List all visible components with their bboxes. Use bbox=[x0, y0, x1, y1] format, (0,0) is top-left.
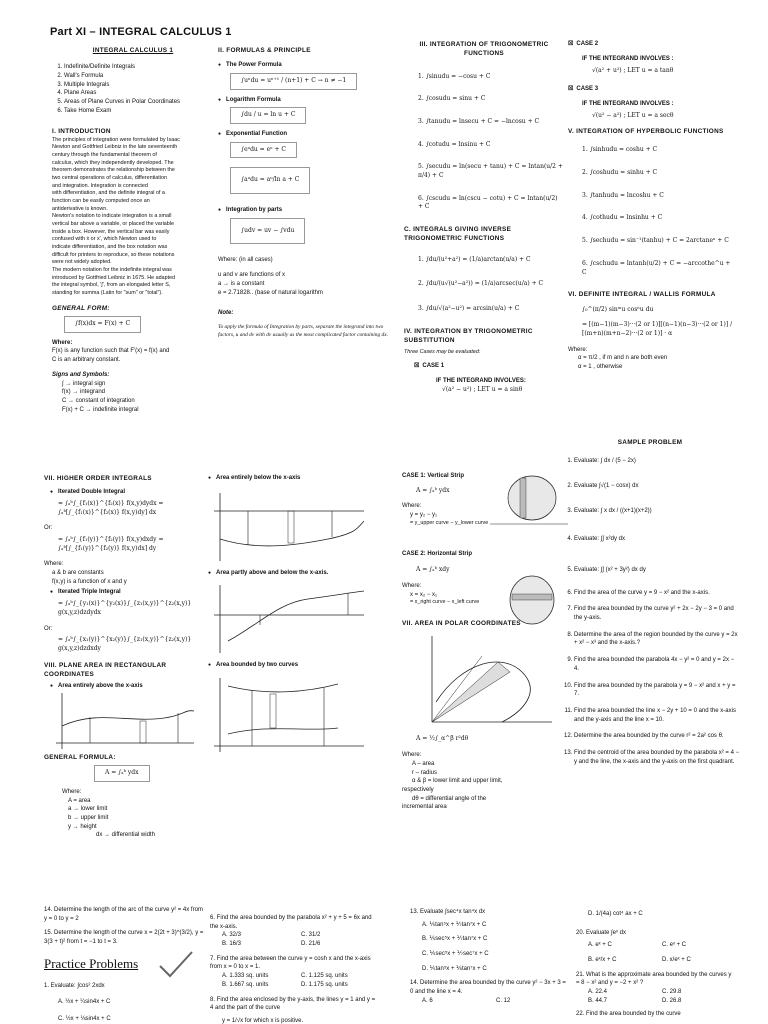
problem-13-choices bbox=[410, 921, 570, 974]
problem-13: 13. Evaluate ∫sec⁴x tan⁴x dx bbox=[410, 909, 486, 915]
choice: D. ⅕tan⁵x + ⅙tan⁷x + C bbox=[422, 965, 487, 972]
choice: B. eˣ/x + C bbox=[588, 957, 617, 964]
polar-formula: A = ½∫_α^β r²dθ bbox=[416, 735, 469, 743]
exp-formula-2: ∫aᵘdu = aᵘ/ln a + C bbox=[230, 167, 310, 194]
intro-line: Newton and Gottfried Leibniz in the late seventeenth bbox=[52, 144, 178, 151]
formula-text: ∫sinhudu = coshu + C bbox=[589, 146, 658, 154]
sample-problem: 12. Determine the area bounded by the curve r² = 2a² cos θ. bbox=[574, 732, 740, 741]
intro-line: antiderivative is known. bbox=[52, 205, 108, 212]
or-label: Or: bbox=[44, 625, 53, 632]
problem-7: 7. Find the area between the curve y = cosh x and the x-axis from x = 0 to x = 1. bbox=[210, 955, 371, 971]
problem-22: 22. Find the area bounded by the curve bbox=[576, 1010, 681, 1017]
hyp-formula: 2. ∫coshudu = sinhu + C bbox=[582, 169, 658, 177]
toc-item: 4. Plane Areas bbox=[64, 89, 214, 98]
where-heading: Where: bbox=[62, 788, 82, 795]
problem-6: 6. Find the area bounded by the parabola x² + y + 5 = 6x and the x-axis. bbox=[210, 915, 372, 930]
p2-col3 bbox=[402, 472, 570, 812]
toc-list bbox=[52, 63, 214, 115]
trig-heading: III. INTEGRATION OF TRIGONOMETRIC FUNCTIONS bbox=[419, 41, 549, 58]
toc-item: 3. Multiple Integrals bbox=[64, 81, 214, 90]
sample-problem: 1. Evaluate: ∫ dx / (5 − 2x) bbox=[574, 457, 740, 466]
formula-text: ∫tanudu = lnsecu + C = −lncosu + C bbox=[425, 117, 540, 125]
p3-col2 bbox=[210, 914, 380, 1024]
where-line: α = 1 , otherwise bbox=[578, 363, 623, 370]
triple-integral-2: = ∫ₐᵇ∫_{x₁(y)}^{x₂(y)}∫_{z₁(x,y)}^{z₂(x,y)} g(x,y,z)dzdxdy bbox=[58, 636, 192, 652]
above-axis-heading: ● Area entirely above the x-axis bbox=[50, 682, 210, 691]
inv-formula: 1. ∫du/(u²+a²) = (1/a)arctan(u/a) + C bbox=[418, 255, 531, 263]
where-heading: Where: bbox=[44, 561, 64, 568]
intro-text bbox=[52, 137, 214, 298]
p1c1-heading: INTEGRAL CALCULUS 1 bbox=[92, 47, 174, 54]
signs-list bbox=[52, 380, 214, 415]
case2-heading: CASE 2: Horizontal Strip bbox=[402, 550, 473, 557]
choice: C. eˣ + C bbox=[662, 942, 687, 949]
inv-formula: 3. ∫du/√(a²−u²) = arcsin(u/a) + C bbox=[418, 305, 520, 312]
note-heading: Note: bbox=[218, 310, 234, 317]
where-line: u and v are functions of x bbox=[218, 272, 286, 279]
toc-item: 5. Areas of Plane Curves in Polar Coordinates bbox=[64, 98, 214, 107]
signs-heading: Signs and Symbols: bbox=[52, 371, 110, 378]
intro-line: confused with ẋ or x', which Newton used to bbox=[52, 236, 157, 243]
sample-problem: 2. Evaluate ∫√(1 − cosx) dx bbox=[574, 482, 740, 491]
where-heading: Where: bbox=[568, 346, 588, 353]
where-line: x = x₂ − x₁ bbox=[410, 591, 438, 598]
p2-col2 bbox=[208, 474, 376, 754]
problem-20-choices bbox=[576, 941, 736, 964]
document-title: Part XI – INTEGRAL CALCULUS 1 bbox=[50, 26, 232, 38]
problem-14: 14. Determine the length of the arc of the curve y² = 4x from y = 0 to y = 2 bbox=[44, 907, 203, 922]
hyp-formula: 3. ∫tanhudu = lncoshu + C bbox=[582, 191, 664, 199]
problem-21: 21. What is the approximate area bounded by the curves y = 8 − x² and y = −2 + x² ? bbox=[576, 971, 732, 987]
choice: B. 16/3 bbox=[222, 941, 242, 948]
choice: C. 1.125 sq. units bbox=[301, 973, 348, 980]
sample-problem: 8. Determine the area of the region bounded by the curve y = 2x + x² − x³ and the x-axis.? bbox=[574, 631, 740, 648]
problem-14b-choices bbox=[410, 997, 570, 1006]
where-line: respectively bbox=[402, 786, 434, 793]
double-integral-1: = ∫ₐᵇ∫_{f₁(x)}^{f₂(x)} f(x,y)dydx = ∫ₐᵇ[∫_{f₁(x)}^{f₂(x)} f(x,y)dy] dx bbox=[58, 499, 164, 516]
log-formula: ∫du / u = ln u + C bbox=[230, 107, 306, 124]
choice: A. 32/3 bbox=[222, 932, 242, 939]
polar-diagram bbox=[402, 632, 562, 732]
choice: C. ⅕sec⁵x + ⅐sec⁷x + C bbox=[422, 951, 489, 958]
problem-6-choices bbox=[210, 931, 380, 948]
where-heading: Where: (in all cases) bbox=[218, 257, 273, 264]
sample-problem: 3. Evaluate: ∫ x dx / ((x+1)(x+2)) bbox=[574, 507, 740, 516]
general-form-formula: ∫f(x)dx = F(x) + C bbox=[64, 316, 141, 333]
intro-line: The principles of integration were formulated by Isaac bbox=[52, 136, 180, 143]
vertical-strip-diagram bbox=[480, 466, 570, 526]
above-axis-diagram bbox=[44, 691, 204, 753]
intro-line: standing for summa (Latin for "sum" or "total"). bbox=[52, 290, 163, 297]
formula-text: ∫du/√(a²−u²) = arcsin(u/a) + C bbox=[425, 305, 520, 312]
choice: D. 1.175 sq. units bbox=[301, 981, 348, 988]
hyp-formula: 4. ∫cothudu = lnsinhu + C bbox=[582, 214, 663, 222]
problem-15: 15. Determine the length of the curve x = 2(2t + 3)^(3/2), y = 3(3 + t)² from t = −1 to t = 3. bbox=[44, 930, 204, 946]
choice: B. 44.7 bbox=[588, 997, 608, 1004]
intro-line: century through the fundamental theorem of bbox=[52, 152, 157, 159]
sample-problem: 6. Find the area of the curve y = 9 − x² and the x-axis. bbox=[574, 589, 740, 598]
formula-text: ∫sechudu = sin⁻¹(tanhu) + C = 2arctaneᵘ + C bbox=[589, 237, 729, 245]
problem-8: 8. Find the area enclosed by the y-axis, the lines y = 1 and y = 4 and the part of the curve bbox=[210, 996, 376, 1012]
p1-col2 bbox=[218, 46, 388, 340]
plane-area-heading: VIII. PLANE AREA IN RECTANGULAR COORDINATES bbox=[44, 661, 167, 678]
formula-text: ∫cscudu = ln(cscu − cotu) + C = lntan(u/2) + C bbox=[418, 194, 558, 211]
case1-text: IF THE INTEGRAND INVOLVES: bbox=[436, 377, 526, 384]
double-integral-heading: ● Iterated Double Integral bbox=[50, 488, 210, 497]
choice: A. 6 bbox=[422, 997, 433, 1004]
intro-line: vertical bar above a variable, or placed the variable bbox=[52, 221, 174, 228]
triple-integral-1: = ∫ₐᵇ∫_{y₁(x)}^{y₂(x)}∫_{z₁(x,y)}^{z₂(x,y)} g(x,y,z)dzdydx bbox=[58, 600, 192, 616]
toc-item: 6. Take Home Exam bbox=[64, 107, 214, 116]
where-list bbox=[44, 788, 210, 840]
case2-formula: √(a² + u²) ; LET u = a tanθ bbox=[592, 67, 674, 75]
below-axis-heading: ● Area entirely below the x-axis bbox=[208, 474, 376, 483]
intro-line: two central operations of calculus, differentiation bbox=[52, 175, 167, 182]
where-line: incremental area bbox=[402, 804, 447, 811]
where-line: a & b are constants bbox=[52, 570, 104, 577]
sample-problem: 10. Find the area bounded by the parabola y = 9 − x² and x + y = 7. bbox=[574, 682, 740, 699]
p1-col1 bbox=[52, 46, 214, 414]
case3-label: ☒ CASE 3 bbox=[568, 85, 733, 94]
intro-line: with differentiation, and the definite integral of a bbox=[52, 190, 165, 197]
wallis-heading: VI. DEFINITE INTEGRAL / WALLIS FORMULA bbox=[568, 291, 716, 299]
problem-8-b: y = 1/√x for which x is positive. bbox=[222, 1017, 304, 1024]
trig-formula: 4. ∫cotudu = lnsinu + C bbox=[418, 140, 491, 148]
choice-c: C. ½x + ⅛sin4x + C bbox=[58, 1015, 111, 1022]
choice: A. 1.333 sq. units bbox=[222, 973, 269, 980]
case1-label: ☒ CASE 1 bbox=[414, 362, 564, 371]
intro-line: introduced by Gottfried Leibniz in 1675. He adapted bbox=[52, 274, 176, 281]
inverse-trig-heading: C. INTEGRALS GIVING INVERSE TRIGONOMETRIC FUNCTIONS bbox=[404, 226, 512, 243]
intro-line: inside a box. However, the vertical bar was easily bbox=[52, 228, 170, 235]
formula-text: ∫secudu = ln(secu + tanu) + C = lntan(u/2 + π/4) + C bbox=[418, 163, 563, 179]
hyperbolic-heading: V. INTEGRATION OF HYPERBOLIC FUNCTIONS bbox=[568, 128, 724, 136]
choice-a: A. ½x + ¼sin4x + C bbox=[58, 999, 111, 1006]
intro-line: and integration. Integration is connected bbox=[52, 182, 148, 189]
parts-heading: ● Integration by parts bbox=[218, 206, 388, 215]
intro-line: The modern notation for the indefinite integral was bbox=[52, 267, 172, 274]
case1-formula: √(a² − u²) ; LET u = a sinθ bbox=[442, 386, 523, 394]
choice: C. 29.8 bbox=[662, 989, 682, 996]
exp-formula-1: ∫eᵘdu = eᵘ + C bbox=[230, 142, 297, 159]
where-line: C is an arbitrary constant. bbox=[52, 357, 121, 364]
choice: A. ⅕tan⁵x + ⅐tan⁷x + C bbox=[422, 921, 487, 928]
where-line: = x_right curve − x_left curve bbox=[410, 599, 480, 606]
where-line: a → is a constant bbox=[218, 280, 265, 287]
sample-problem: 9. Find the area bounded the parabola 4x − y² = 0 and y = 2x − 4. bbox=[574, 656, 740, 673]
formula-text: ∫cosudu = sinu + C bbox=[425, 95, 486, 103]
general-form-heading: GENERAL FORM: bbox=[52, 304, 110, 312]
triple-integral-heading: ● Iterated Triple Integral bbox=[50, 588, 210, 597]
page-2 bbox=[0, 438, 768, 858]
hyp-formula: 1. ∫sinhudu = coshu + C bbox=[582, 146, 658, 154]
choice: D. x/eˣ + C bbox=[662, 957, 691, 964]
double-integral-2: = ∫ₐᵇ∫_{f₁(y)}^{f₂(y)} f(x,y)dxdy = ∫ₐᵇ[∫_{f₁(y)}^{f₂(y)} f(x,y)dx] dy bbox=[58, 536, 164, 552]
hyp-formula: 6. ∫cschudu = lntanh(u/2) + C = −arccothe^u + C bbox=[582, 259, 731, 276]
where-line: y = y₂ − y₁ bbox=[410, 512, 438, 519]
choice: A. 22.4 bbox=[588, 989, 608, 996]
where-line: α = π/2 , if m and n are both even bbox=[578, 355, 668, 362]
log-heading: ● Logarithm Formula bbox=[218, 96, 388, 105]
note-text: To apply the formula of Integration by parts, separate the integrand into two factors, u and dv with dv usually as the most complicated factor containing dx. bbox=[218, 323, 388, 338]
or-label: Or: bbox=[44, 525, 53, 532]
sample-problem: 13. Find the centroid of the area bounded by the parabola x² = 4 − y and the line, the x-axis and the y-axis on the first quadrant. bbox=[574, 749, 740, 766]
formula-text: ∫tanhudu = lncoshu + C bbox=[589, 191, 664, 199]
hyp-formula: 5. ∫sechudu = sin⁻¹(tanhu) + C = 2arctaneᵘ + C bbox=[582, 237, 729, 245]
where-line: A = area bbox=[68, 797, 91, 804]
case2-label: ☒ CASE 2 bbox=[568, 40, 733, 49]
below-axis-diagram bbox=[208, 489, 370, 563]
toc-item: 1. Indefinite/Definite Integrals bbox=[64, 63, 214, 72]
case1-formula: A = ∫ₐᵇ ydx bbox=[416, 486, 450, 494]
intro-line: function can be easily computed once an bbox=[52, 198, 150, 205]
choice-d-19: D. 1/(4a) cot⁴ ax + C bbox=[588, 911, 643, 917]
two-curves-heading: ● Area bounded by two curves bbox=[208, 661, 376, 670]
problem-21-choices bbox=[576, 988, 736, 1005]
where-line: α & β = lower limit and upper limit, bbox=[412, 778, 503, 785]
partly-axis-diagram bbox=[208, 581, 370, 655]
p3-col3 bbox=[410, 908, 570, 1006]
intro-line: theorem demonstrates the relationship between the bbox=[52, 167, 175, 174]
p3-col4 bbox=[576, 910, 736, 1018]
where-line: Where: bbox=[402, 752, 422, 759]
choice: C. 31/2 bbox=[301, 932, 321, 939]
where-line: A – area bbox=[412, 760, 435, 767]
intro-line: calculus, which they independently developed. The bbox=[52, 159, 174, 166]
case1-heading: CASE 1: Vertical Strip bbox=[402, 473, 465, 479]
p2-col1 bbox=[44, 474, 210, 840]
intro-heading: I. INTRODUCTION bbox=[52, 128, 111, 136]
where-line: a → lower limit bbox=[68, 806, 108, 813]
where-line: dx → differential width bbox=[96, 832, 155, 839]
trig-formula: 6. ∫cscudu = ln(cscu − cotu) + C = lntan(u/2) + C bbox=[418, 194, 558, 211]
sample-problem: 5. Evaluate: ∫∫ (x² + 3y²) dx dy bbox=[574, 566, 740, 575]
toc-item: 2. Wall's Formula bbox=[64, 72, 214, 81]
choice: B. 1.667 sq. units bbox=[222, 981, 269, 988]
choice: A. eˣ + C bbox=[588, 942, 612, 949]
trig-sub-heading: IV. INTEGRATION BY TRIGONOMETRIC SUBSTITUTION bbox=[404, 327, 533, 344]
where-line: Where: bbox=[402, 503, 422, 510]
general-formula-heading: GENERAL FORMULA: bbox=[44, 753, 116, 761]
wallis-formula-2: = [(m−1)(m−3)···(2 or 1)][(n−1)(n−3)···(2 or 1)] / [(m+n)(m+n−2)···(2 or 1)] · α bbox=[582, 321, 733, 337]
p2-col4 bbox=[560, 438, 740, 766]
wallis-formula-1: ∫₀^(π/2) sinᵐu cosⁿu du bbox=[582, 305, 654, 313]
p1-col4 bbox=[568, 40, 733, 372]
cases-note: Three Cases may be evaluated: bbox=[404, 349, 481, 356]
where-heading: Where: bbox=[52, 339, 73, 346]
partly-axis-heading: ● Area partly above and below the x-axis. bbox=[208, 569, 376, 578]
choice: B. ⅕sec⁵x + ⅐tan⁷x + C bbox=[422, 936, 488, 943]
sample-problem-heading: SAMPLE PROBLEM bbox=[617, 439, 683, 446]
where-line: Where: bbox=[402, 582, 422, 589]
formula-text: ∫du/(u√(u²−a²)) = (1/a)arcsec(u/a) + C bbox=[425, 280, 544, 288]
formula-text: ∫coshudu = sinhu + C bbox=[589, 169, 658, 177]
choice: D. 21/6 bbox=[301, 941, 321, 948]
trig-formula: 2. ∫cosudu = sinu + C bbox=[418, 95, 486, 103]
case2-formula: A = ∫ₐᵇ xdy bbox=[416, 566, 450, 574]
sign-item: C → constant of integration bbox=[62, 397, 135, 404]
where-line: dθ = differential angle of the bbox=[412, 795, 487, 802]
where-line: e = 2.71828.. (base of natural logarithm bbox=[218, 289, 323, 296]
general-formula: A = ∫ₐᵇ ydx bbox=[94, 765, 150, 782]
practice-problem-1: 1. Evaluate: ∫cos² 2xdx bbox=[44, 982, 105, 989]
formulas-heading: II. FORMULAS & PRINCIPLE bbox=[218, 47, 311, 54]
case3-formula: √(u² − a²) ; LET u = a secθ bbox=[592, 112, 674, 120]
sample-problem: 11. Find the area bounded the line x − 2y + 10 = 0 and the x-axis and the y-axis and the line x = 10. bbox=[574, 707, 740, 724]
where-line: b → upper limit bbox=[68, 814, 109, 821]
trig-formula: 1. ∫sinudu = −cosu + C bbox=[418, 72, 491, 80]
case2-text: IF THE INTEGRAND INVOLVES : bbox=[582, 55, 674, 62]
page-1 bbox=[0, 40, 768, 430]
intro-line: indicate differentiation, and the box notation was bbox=[52, 244, 168, 251]
where-line: = y_upper curve − y_lower curve bbox=[410, 519, 489, 526]
exp-heading: ● Exponential Function bbox=[218, 130, 388, 139]
trig-formula: 5. ∫secudu = ln(secu + tanu) + C = lntan(u/2 + π/4) + C bbox=[418, 163, 563, 179]
where-line: f(x,y) is a function of x and y bbox=[52, 578, 127, 585]
intro-line: were not widely adopted. bbox=[52, 259, 112, 266]
where-line: r – radius bbox=[412, 769, 438, 776]
sign-item: ∫ → integral sign bbox=[62, 380, 106, 387]
sample-problem: 4. Evaluate: ∫∫ x²dy dx bbox=[574, 535, 740, 544]
page-3 bbox=[0, 900, 768, 1024]
polar-heading: VII. AREA IN POLAR COORDINATES bbox=[402, 620, 521, 628]
two-curves-diagram bbox=[208, 674, 370, 754]
p1-col3 bbox=[404, 40, 564, 395]
sample-problem: 7. Find the area bounded by the curve y² + 2x − 2y − 3 = 0 and the y-axis. bbox=[574, 605, 740, 622]
higher-order-heading: VII. HIGHER ORDER INTEGRALS bbox=[44, 475, 152, 482]
trig-formula: 3. ∫tanudu = lnsecu + C = −lncosu + C bbox=[418, 117, 540, 125]
formula-text: ∫cothudu = lnsinhu + C bbox=[589, 214, 663, 222]
parts-formula: ∫udv = uv − ∫vdu bbox=[230, 218, 305, 245]
formula-text: ∫sinudu = −cosu + C bbox=[425, 72, 491, 80]
choice: D. 26.8 bbox=[662, 997, 682, 1004]
inv-formula: 2. ∫du/(u√(u²−a²)) = (1/a)arcsec(u/a) + C bbox=[418, 280, 544, 288]
formula-text: ∫du/(u²+a²) = (1/a)arctan(u/a) + C bbox=[425, 255, 531, 263]
power-heading: ● The Power Formula bbox=[218, 61, 388, 70]
problem-20: 20. Evaluate ∫eˣ dx bbox=[576, 929, 626, 936]
where-line: F(x) is any function such that F'(x) = f(x) and bbox=[52, 348, 170, 355]
practice-problems-heading: Practice Problems bbox=[44, 955, 139, 971]
sign-item: F(x) + C → indefinite integral bbox=[62, 406, 139, 413]
intro-line: Newton's notation to indicate integration is a small bbox=[52, 213, 172, 220]
problem-14b: 14. Determine the area bounded by the curve y² − 3x + 3 = 0 and the line x = 4. bbox=[410, 980, 566, 996]
power-formula: ∫uⁿdu = uⁿ⁺¹ / (n+1) + C → n ≠ −1 bbox=[230, 73, 357, 90]
formula-text: ∫cotudu = lnsinu + C bbox=[425, 140, 491, 148]
intro-line: the integral symbol, '∫', from an elongated letter S, bbox=[52, 282, 171, 289]
choice: C. 12 bbox=[496, 997, 511, 1004]
where-line: y → height bbox=[68, 823, 97, 830]
problem-7-choices bbox=[210, 972, 380, 989]
pencil-check-icon bbox=[156, 950, 196, 980]
formula-text: ∫cschudu = lntanh(u/2) + C = −arccothe^u + C bbox=[582, 259, 731, 276]
sign-item: f(x) → integrand bbox=[62, 389, 106, 396]
case3-text: IF THE INTEGRAND INVOLVES : bbox=[582, 100, 674, 107]
sample-problem-list bbox=[560, 457, 740, 766]
intro-line: difficult for printers to reproduce, so these notations bbox=[52, 251, 175, 258]
